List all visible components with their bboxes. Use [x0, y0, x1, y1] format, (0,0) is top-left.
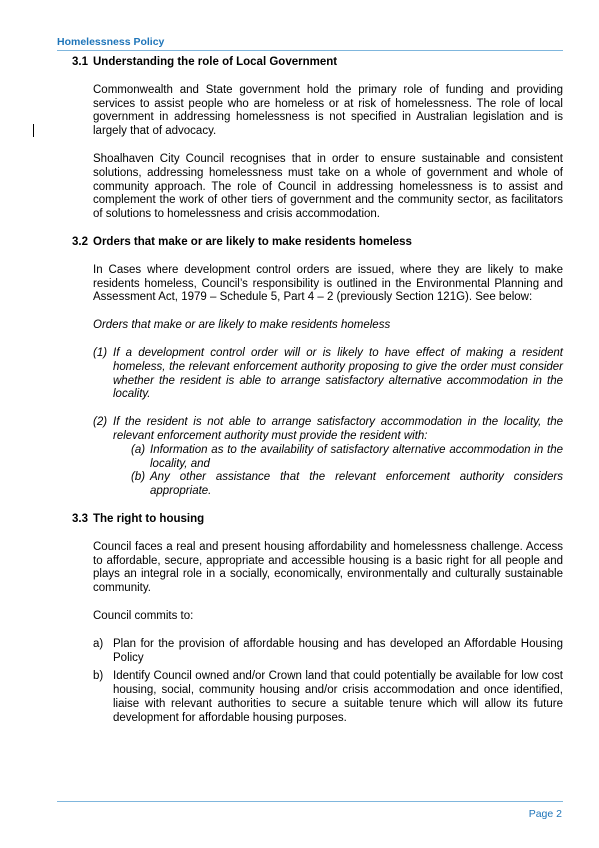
list-item — [72, 638, 563, 666]
list-text: Any other assistance that the relevant enforcement authority considers appropriate. — [150, 471, 563, 498]
header-rule — [57, 50, 563, 51]
header-title: Homelessness Policy — [57, 36, 165, 48]
section-title: Orders that make or are likely to make residents homeless — [93, 235, 412, 248]
paragraph: Shoalhaven City Council recognises that in order to ensure sustainable and consistent solutions, addressing homelessness must take on a whole of government and whole of community approach. The role of Council in addressing homelessness is to assist and complement the work of other tiers of government and the community sector, as facilitators of solutions to homelessness and crisis accommodation. — [93, 152, 563, 221]
list-text: If the resident is not able to arrange satisfactory accommodation in the locality, the relevant enforcement authority must provide the resident with: — [113, 416, 563, 442]
list-marker: b) — [93, 670, 104, 683]
paragraph: Council faces a real and present housing affordability and homelessness challenge. Access to affordable, secure, appropriate and accessible housing is a basic right for all people and plays an integral role in a socially, economically, environmentally and culturally sustainable community. — [93, 540, 563, 595]
paragraph: In Cases where development control orders are issued, where they are likely to make residents homeless, Council’s responsibility is outlined in the Environmental Planning and Assessment Act, 1979 – Schedule 5, Part 4 – 2 (previously Section 121G). See below: — [93, 263, 563, 304]
paragraph: Commonwealth and State government hold the primary role of funding and providing services to assist people who are homeless or at risk of homelessness. The role of local government in addressing homelessness is not specified in Australian legislation and is largely that of advocacy. — [93, 83, 563, 138]
list-text: If a development control order will or is likely to have effect of making a resident homeless, the relevant enforcement authority proposing to give the order must consider whether the resident is able to arrange satisfactory alternative accommodation in the locality. — [113, 346, 563, 401]
sub-list-item — [72, 444, 563, 472]
list-item — [72, 347, 563, 402]
list-item — [72, 416, 563, 444]
list-marker: (a) — [131, 443, 146, 456]
list-text: Information as to the availability of satisfactory alternative accommodation in the locality, and — [150, 443, 563, 470]
page-number: Page 2 — [528, 808, 562, 820]
document-body — [72, 56, 563, 725]
section-heading-3-3 — [72, 513, 563, 527]
list-marker: a) — [93, 637, 104, 650]
quote-title: Orders that make or are likely to make residents homeless — [93, 319, 391, 332]
footer-rule — [57, 801, 563, 802]
list-text: Identify Council owned and/or Crown land that could potentially be available for low cost housing, social, community housing and/or crisis accommodation and once identified, liaise with relevant authorities to secure a suitable tenure which will allow its future development for affordable housing purposes. — [113, 670, 563, 724]
list-marker: (b) — [131, 471, 146, 484]
list-text: Plan for the provision of affordable housing and has developed an Affordable Housing Policy — [113, 637, 563, 664]
section-number: 3.3 — [72, 512, 88, 525]
section-title: The right to housing — [93, 512, 205, 525]
section-title: Understanding the role of Local Government — [93, 56, 338, 68]
change-bar — [33, 124, 34, 137]
sub-list-item — [72, 471, 563, 499]
page-header — [57, 36, 563, 49]
list-marker: (2) — [93, 416, 108, 429]
section-heading-3-1 — [72, 56, 563, 70]
list-marker: (1) — [93, 346, 108, 359]
paragraph: Council commits to: — [93, 609, 194, 622]
section-heading-3-2 — [72, 236, 563, 250]
section-number: 3.1 — [72, 56, 88, 68]
section-number: 3.2 — [72, 235, 88, 248]
list-item — [72, 670, 563, 725]
